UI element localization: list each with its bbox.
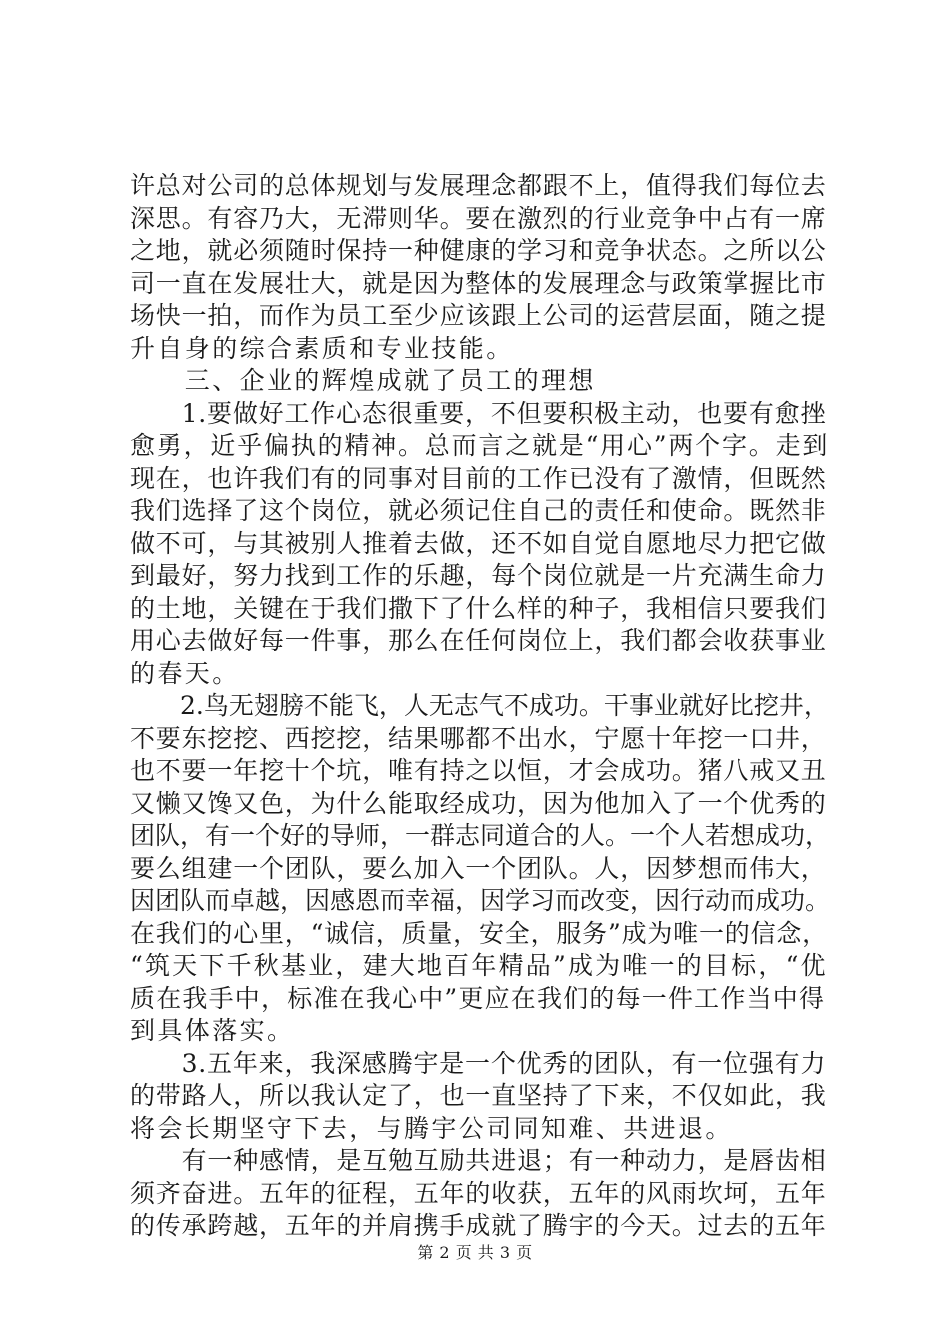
text-line: 三、企业的辉煌成就了员工的理想: [130, 366, 596, 395]
text-line: 团队，有一个好的导师，一群志同道合的人。一个人若想成功，: [130, 821, 831, 850]
text-line: 将会长期坚守下去，与腾宇公司同知难、共进退。: [130, 1113, 733, 1143]
text-line: 不要东挖挖、西挖挖，结果哪都不出水，宁愿十年挖一口井，: [130, 723, 827, 753]
text-line: 到具体落实。: [130, 1016, 295, 1045]
text-line: 之地，就必须随时保持一种健康的学习和竞争状态。之所以公: [130, 236, 827, 265]
text-line: 1.要做好工作心态很重要，不但要积极主动，也要有愈挫: [130, 398, 827, 428]
text-line: 因团队而卓越，因感恩而幸福，因学习而改变，因行动而成功。: [130, 886, 831, 915]
text-line: 愈勇，近乎偏执的精神。总而言之就是“用心”两个字。走到: [130, 431, 830, 460]
text-line: 有一种感情，是互勉互励共进退；有一种动力，是唇齿相: [130, 1146, 827, 1175]
text-line: 的土地，关键在于我们撒下了什么样的种子，我相信只要我们: [130, 593, 827, 623]
text-line: 又懒又馋又色，为什么能取经成功，因为他加入了一个优秀的: [130, 788, 827, 818]
page-footer: 第 2 页 共 3 页: [417, 1243, 533, 1262]
text-line: 3.五年来，我深感腾宇是一个优秀的团队，有一位强有力: [130, 1048, 827, 1078]
text-line: 场快一拍，而作为员工至少应该跟上公司的运营层面，随之提: [130, 301, 827, 330]
text-line: 现在，也许我们有的同事对目前的工作已没有了激情，但既然: [130, 463, 827, 493]
text-line: 在我们的心里，“诚信，质量，安全，服务”成为唯一的信念，: [130, 918, 828, 948]
text-line: 须齐奋进。五年的征程，五年的收获，五年的风雨坎坷，五年: [130, 1178, 827, 1208]
text-line: 司一直在发展壮大，就是因为整体的发展理念与政策掌握比市: [130, 268, 827, 298]
text-line: 质在我手中，标准在我心中”更应在我们的每一件工作当中得: [130, 983, 826, 1013]
document-body: [130, 170, 830, 1243]
text-line: 我们选择了这个岗位，就必须记住自己的责任和使命。既然非: [130, 496, 827, 525]
text-line: 深思。有容乃大，无滞则华。要在激烈的行业竞争中占有一席: [130, 203, 827, 233]
text-line: 做不可，与其被别人推着去做，还不如自觉自愿地尽力把它做: [130, 528, 827, 558]
text-line: 也不要一年挖十个坑，唯有持之以恒，才会成功。猪八戒又丑: [130, 756, 827, 785]
text-line: 要么组建一个团队，要么加入一个团队。人，因梦想而伟大，: [130, 853, 827, 883]
text-line: 到最好，努力找到工作的乐趣，每个岗位就是一片充满生命力: [130, 561, 827, 590]
text-line: 的传承跨越，五年的并肩携手成就了腾宇的今天。过去的五年: [130, 1211, 827, 1240]
text-line: 2.鸟无翅膀不能飞，人无志气不成功。干事业就好比挖井，: [130, 691, 829, 720]
text-line: “筑天下千秋基业，建大地百年精品”成为唯一的目标，“优: [130, 951, 828, 980]
text-line: 的春天。: [130, 658, 240, 688]
text-line: 的带路人，所以我认定了，也一直坚持了下来，不仅如此，我: [130, 1081, 827, 1110]
text-line: 许总对公司的总体规划与发展理念都跟不上，值得我们每位去: [130, 171, 827, 200]
text-line: 升自身的综合素质和专业技能。: [130, 333, 514, 363]
text-line: 用心去做好每一件事，那么在任何岗位上，我们都会收获事业: [130, 626, 827, 655]
